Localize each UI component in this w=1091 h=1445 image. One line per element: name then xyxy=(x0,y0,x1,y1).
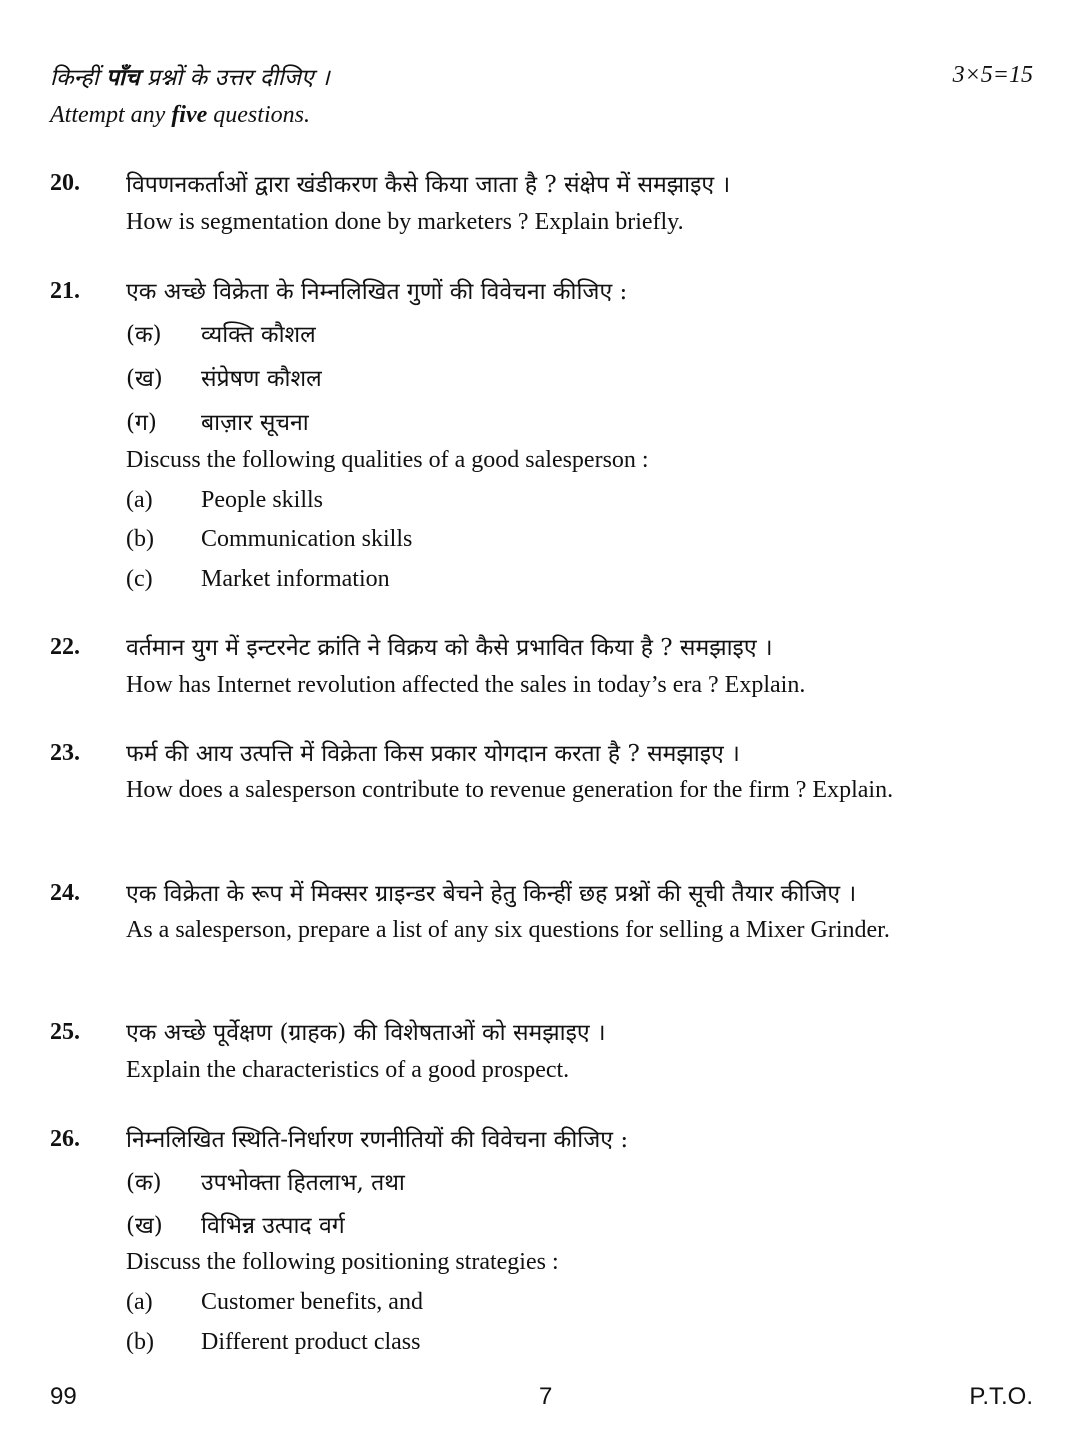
question-number: 21. xyxy=(50,278,80,304)
question-english: Discuss the following positioning strategies : xyxy=(126,1249,559,1275)
item-text: व्यक्ति कौशल xyxy=(201,322,316,348)
question-english: Discuss the following qualities of a good salesperson : xyxy=(126,447,649,473)
total-marks: 3×5=15 xyxy=(952,62,1033,88)
question-number: 20. xyxy=(50,170,80,196)
item-text: Different product class xyxy=(201,1329,421,1355)
item-label: (क) xyxy=(126,1170,162,1196)
item-label: (a) xyxy=(126,1289,153,1315)
question-number: 26. xyxy=(50,1126,80,1152)
question-number: 25. xyxy=(50,1019,80,1045)
item-label: (b) xyxy=(126,1329,154,1355)
question-hindi: विपणनकर्ताओं द्वारा खंडीकरण कैसे किया जाता है ? संक्षेप में समझाइए । xyxy=(126,172,731,198)
question-english: As a salesperson, prepare a list of any six questions for selling a Mixer Grinder. xyxy=(126,917,890,943)
item-label: (ख) xyxy=(126,366,163,392)
question-english: How is segmentation done by marketers ? Explain briefly. xyxy=(126,209,684,235)
question-hindi: एक विक्रेता के रूप में मिक्सर ग्राइन्डर बेचने हेतु किन्हीं छह प्रश्नों की सूची तैयार कीजिए । xyxy=(126,881,857,907)
item-text: People skills xyxy=(201,487,324,513)
item-text: Communication skills xyxy=(201,526,413,552)
item-label: (क) xyxy=(126,322,162,348)
question-hindi: फर्म की आय उत्पत्ति में विक्रेता किस प्रकार योगदान करता है ? समझाइए । xyxy=(126,741,740,767)
item-label: (ख) xyxy=(126,1213,163,1239)
question-english: Explain the characteristics of a good prospect. xyxy=(126,1057,570,1083)
item-label: (c) xyxy=(126,566,153,592)
question-hindi: वर्तमान युग में इन्टरनेट क्रांति ने विक्रय को कैसे प्रभावित किया है ? समझाइए । xyxy=(126,635,773,661)
item-text: उपभोक्ता हितलाभ, तथा xyxy=(201,1170,405,1196)
question-number: 23. xyxy=(50,740,80,766)
question-hindi: एक अच्छे विक्रेता के निम्नलिखित गुणों की विवेचना कीजिए : xyxy=(126,279,628,305)
page-number: 7 xyxy=(539,1383,553,1410)
item-text: Customer benefits, and xyxy=(201,1289,423,1315)
question-number: 22. xyxy=(50,634,80,660)
item-label: (ग) xyxy=(126,410,157,436)
question-hindi: एक अच्छे पूर्वेक्षण (ग्राहक) की विशेषताओं को समझाइए । xyxy=(126,1020,606,1046)
question-english: How has Internet revolution affected the sales in today’s era ? Explain. xyxy=(126,672,806,698)
instruction-hindi: किन्हीं पाँच प्रश्नों के उत्तर दीजिए । xyxy=(50,64,330,91)
question-number: 24. xyxy=(50,880,80,906)
pto-label: P.T.O. xyxy=(969,1383,1033,1410)
question-english: How does a salesperson contribute to revenue generation for the firm ? Explain. xyxy=(126,777,894,803)
item-text: Market information xyxy=(201,566,390,592)
question-hindi: निम्नलिखित स्थिति-निर्धारण रणनीतियों की विवेचना कीजिए : xyxy=(126,1127,629,1153)
item-text: संप्रेषण कौशल xyxy=(201,366,322,392)
item-label: (a) xyxy=(126,487,153,513)
item-text: विभिन्न उत्पाद वर्ग xyxy=(201,1213,345,1239)
paper-code: 99 xyxy=(50,1383,77,1410)
item-text: बाज़ार सूचना xyxy=(201,410,309,436)
item-label: (b) xyxy=(126,526,154,552)
instruction-english: Attempt any five questions. xyxy=(50,102,310,128)
